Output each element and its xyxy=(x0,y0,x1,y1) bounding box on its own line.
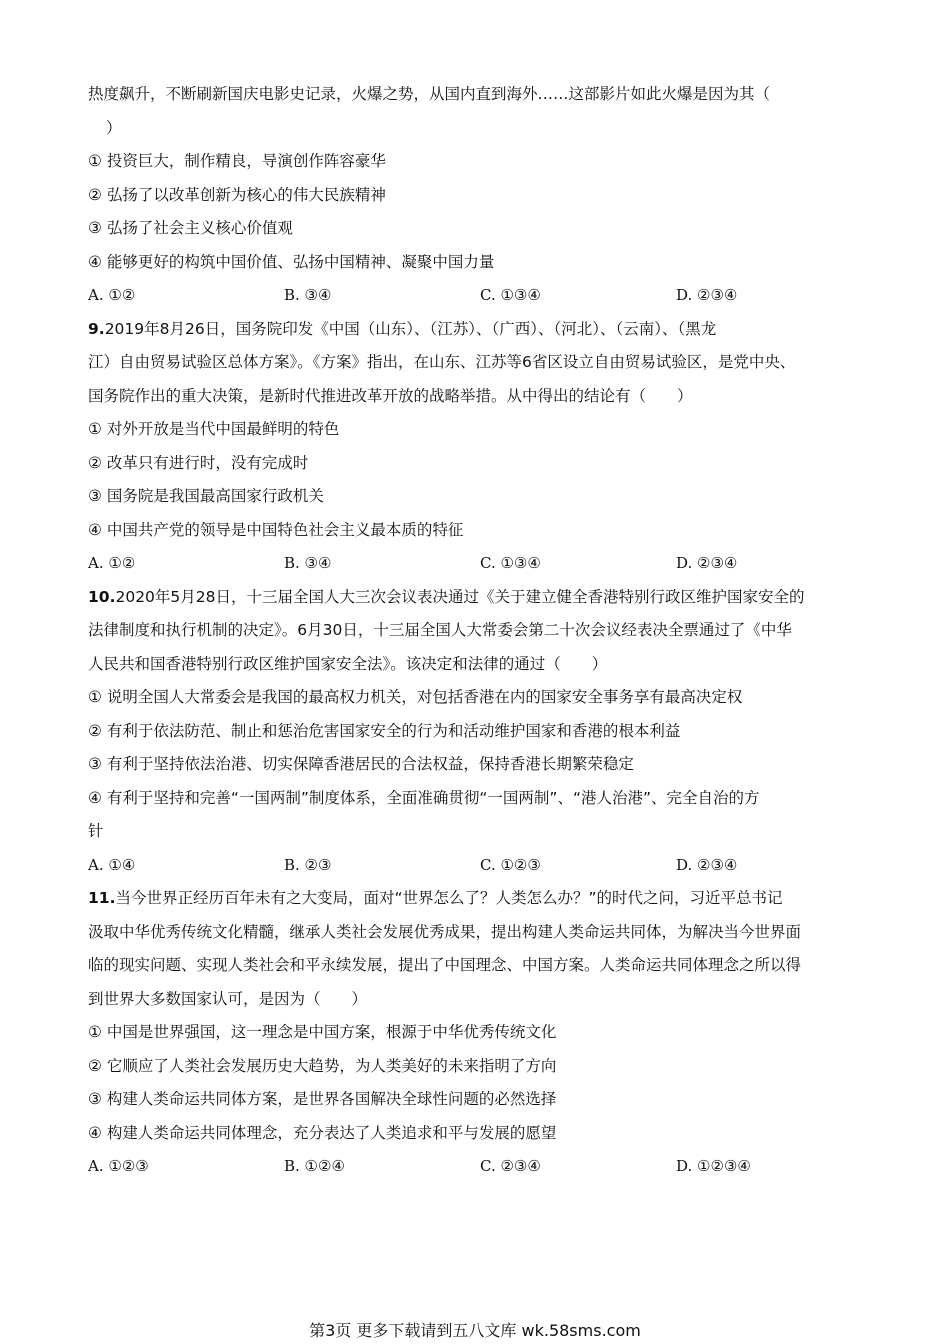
statement-item: ③ 国务院是我国最高国家行政机关 xyxy=(88,487,324,505)
statement-item: ② 它顺应了人类社会发展历史大趋势，为人类美好的未来指明了方向 xyxy=(88,1056,557,1075)
statement-item: ④ 能够更好的构筑中国价值、弘扬中国精神、凝聚中国力量 xyxy=(88,252,495,271)
question-stem xyxy=(88,581,878,615)
statement-item: ④ 有利于坚持和完善“一国两制”制度体系，全面准确贯彻“一国两制”、“港人治港”、完全自治的方 xyxy=(88,788,760,807)
question-stem xyxy=(88,882,878,916)
statement-item: ③ 构建人类命运共同体方案，是世界各国解决全球性问题的必然选择 xyxy=(88,1090,557,1108)
statement-item: ② 改革只有进行时，没有完成时 xyxy=(88,453,309,472)
answer-options xyxy=(88,547,878,581)
statement-item: ① 中国是世界强国，这一理念是中国方案，根源于中华优秀传统文化 xyxy=(88,1023,557,1041)
question-stem: 汲取中华优秀传统文化精髓，继承人类社会发展优秀成果，提出构建人类命运共同体，为解决当今世界面 xyxy=(88,922,802,941)
stem-text: 2020年5月28日，十三届全国人大三次会议表决通过《关于建立健全香港特别行政区维护国家安全的 xyxy=(115,587,805,606)
option-a: A. ①② xyxy=(88,286,136,304)
question-stem: 国务院作出的重大决策，是新时代推进改革开放的战略举措。从中得出的结论有（ ） xyxy=(88,386,693,405)
statement-item: ④ 中国共产党的领导是中国特色社会主义最本质的特征 xyxy=(88,520,464,539)
option-b: B. ①②④ xyxy=(284,1157,345,1175)
option-c: C. ②③④ xyxy=(480,1157,541,1175)
question-stem: 临的现实问题、实现人类社会和平永续发展，提出了中国理念、中国方案。人类命运共同体理念之所以得 xyxy=(88,956,802,974)
question-number: 11. xyxy=(88,889,116,907)
statement-item: ① 说明全国人大常委会是我国的最高权力机关，对包括香港在内的国家安全事务享有最高决定权 xyxy=(88,688,743,706)
option-d: D. ②③④ xyxy=(676,855,738,874)
answer-options xyxy=(88,849,878,883)
document-body xyxy=(88,78,878,1184)
question-11 xyxy=(88,882,878,1184)
question-10 xyxy=(88,581,878,883)
answer-options xyxy=(88,1150,878,1184)
statement-item: ③ 弘扬了社会主义核心价值观 xyxy=(88,219,293,237)
statement-item: ① 投资巨大，制作精良，导演创作阵容豪华 xyxy=(88,152,386,170)
question-8 xyxy=(88,78,878,313)
option-a: A. ①② xyxy=(88,554,136,572)
statement-item: ③ 有利于坚持依法治港、切实保障香港居民的合法权益，保持香港长期繁荣稳定 xyxy=(88,755,634,773)
question-stem: 人民共和国香港特别行政区维护国家安全法》。该决定和法律的通过（ ） xyxy=(88,654,608,673)
option-d: D. ②③④ xyxy=(676,286,738,304)
question-stem xyxy=(88,313,878,347)
option-c: C. ①②③ xyxy=(480,855,541,874)
question-stem: 江）自由贸易试验区总体方案》。《方案》指出，在山东、江苏等6省区设立自由贸易试验区，是党中央、 xyxy=(88,353,796,371)
statement-item: ② 弘扬了以改革创新为核心的伟大民族精神 xyxy=(88,185,386,204)
option-b: B. ②③ xyxy=(284,855,332,874)
option-c: C. ①③④ xyxy=(480,286,541,304)
option-c: C. ①③④ xyxy=(480,554,541,572)
question-9 xyxy=(88,313,878,581)
option-b: B. ③④ xyxy=(284,554,332,572)
question-stem: 到世界大多数国家认可，是因为（ ） xyxy=(88,989,368,1008)
statement-item: 针 xyxy=(88,822,104,840)
option-a: A. ①②③ xyxy=(88,1157,149,1175)
question-stem: 法律制度和执行机制的决定》。6月30日，十三届全国人大常委会第二十次会议经表决全票通过了《中华 xyxy=(88,621,792,639)
option-d: D. ①②③④ xyxy=(676,1157,751,1175)
statement-item: ① 对外开放是当代中国最鲜明的特色 xyxy=(88,420,340,438)
option-b: B. ③④ xyxy=(284,286,332,304)
page-footer: 第3页 更多下载请到五八文库 wk.58sms.com xyxy=(309,1321,641,1340)
question-stem: 热度飙升，不断刷新国庆电影史记录，火爆之势，从国内直到海外……这部影片如此火爆是因为其（ xyxy=(88,85,771,103)
stem-text: 当今世界正经历百年未有之大变局，面对“世界怎么了？人类怎么办？”的时代之问，习近平总书记 xyxy=(115,889,783,907)
statement-item: ② 有利于依法防范、制止和惩治危害国家安全的行为和活动维护国家和香港的根本利益 xyxy=(88,721,681,740)
question-stem: ） xyxy=(106,118,122,137)
option-a: A. ①④ xyxy=(88,855,136,874)
answer-options xyxy=(88,279,878,313)
question-number: 9. xyxy=(88,319,105,338)
option-d: D. ②③④ xyxy=(676,554,738,572)
stem-text: 2019年8月26日，国务院印发《中国（山东）、（江苏）、（广西）、（河北）、（云南）、（黑龙 xyxy=(104,319,717,338)
statement-item: ④ 构建人类命运共同体理念，充分表达了人类追求和平与发展的愿望 xyxy=(88,1123,557,1142)
question-number: 10. xyxy=(88,587,116,606)
